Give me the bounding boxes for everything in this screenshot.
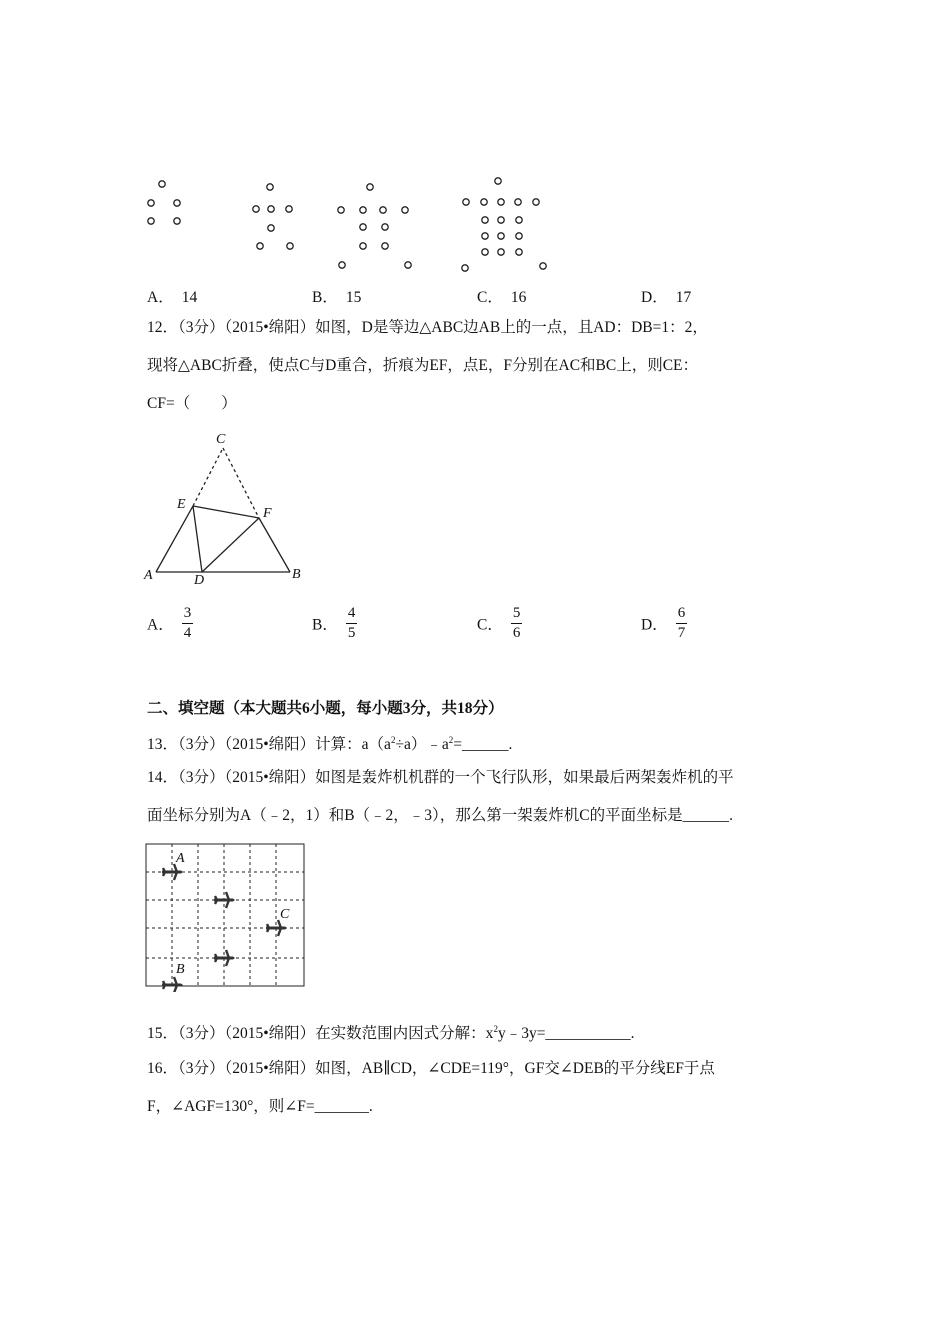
segment-cf-dashed — [223, 448, 259, 518]
label-c: C — [216, 432, 226, 447]
q15-exponent: 2 — [493, 1024, 498, 1034]
q15-suffix: y﹣3y=___________. — [497, 1025, 635, 1042]
q12-triangle-figure — [140, 426, 310, 591]
numerator: 3 — [182, 606, 194, 624]
option-letter: C． — [477, 616, 503, 634]
option-value: 17 — [675, 289, 692, 306]
q11-option-b — [312, 285, 361, 307]
plane-a-icon — [162, 864, 183, 880]
plane-b-icon — [162, 977, 183, 992]
segment-ed — [193, 506, 202, 572]
q14-stem-line1: 14．（3分）（2015•绵阳）如图是轰炸机机群的一个飞行队形，如果最后两架轰炸机的平 — [147, 769, 734, 786]
q12-stem-line2: 现将△ABC折叠，使点C与D重合，折痕为EF，点E，F分别在AC和BC上，则CE： — [147, 357, 699, 374]
denominator: 7 — [677, 625, 686, 641]
q14-stem-line2: 面坐标分别为A（﹣2，1）和B（﹣2，﹣3），那么第一架轰炸机C的平面坐标是______. — [147, 807, 733, 824]
denominator: 4 — [183, 625, 192, 641]
numerator: 4 — [346, 606, 358, 624]
q11-option-c — [477, 285, 526, 307]
q12-option-d — [641, 606, 687, 641]
label-b: B — [292, 567, 301, 582]
q11-option-a — [147, 285, 197, 307]
q15-stem — [147, 1021, 635, 1043]
option-value: 15 — [345, 289, 362, 306]
option-letter: C． — [477, 289, 503, 306]
q13-suffix: =______. — [453, 736, 513, 753]
q15-prefix: 15．（3分）（2015•绵阳）在实数范围内因式分解：x — [147, 1025, 494, 1042]
label-f: F — [263, 506, 272, 521]
q13-prefix: 13．（3分）（2015•绵阳）计算：a（a — [147, 736, 391, 753]
q14-grid-figure — [144, 842, 308, 992]
label-d: D — [194, 573, 205, 588]
option-letter: B． — [312, 289, 338, 306]
option-letter: D． — [641, 616, 668, 634]
q12-stem-line3: CF=（ ） — [147, 395, 237, 412]
segment-ec-dashed — [193, 448, 223, 506]
q12-stem-line1: 12．（3分）（2015•绵阳）如图，D是等边△ABC边AB上的一点，且AD：DB=1：2， — [147, 319, 708, 336]
option-value: 14 — [181, 289, 198, 306]
segment-ef — [193, 506, 259, 518]
q12-option-a — [147, 606, 193, 641]
q16-stem-line2: F，∠AGF=130°，则∠F=_______. — [147, 1098, 373, 1115]
label-b: B — [176, 962, 185, 977]
fraction — [346, 606, 358, 641]
segment-df — [202, 518, 259, 572]
fraction — [182, 606, 194, 641]
q12-option-c — [477, 606, 522, 641]
segment-ae — [156, 506, 193, 572]
fraction — [676, 606, 688, 641]
option-letter: A． — [147, 616, 174, 634]
q16-stem-line1: 16．（3分）（2015•绵阳）如图，AB∥CD，∠CDE=119°，GF交∠DEB的平分线EF于点 — [147, 1060, 715, 1077]
q11-option-d — [641, 285, 691, 307]
denominator: 6 — [512, 625, 521, 641]
q13-exponent-1: 2 — [390, 735, 396, 745]
segment-fb — [259, 518, 290, 572]
label-e: E — [177, 497, 186, 512]
option-letter: D． — [641, 289, 668, 306]
q11-dot-pattern-figure — [140, 172, 560, 277]
label-c: C — [280, 907, 290, 922]
q13-mid: ÷a）﹣a — [395, 736, 449, 753]
denominator: 5 — [347, 625, 356, 641]
numerator: 6 — [676, 606, 688, 624]
q12-option-b — [312, 606, 357, 641]
label-a: A — [144, 568, 153, 583]
option-letter: A． — [147, 289, 174, 306]
option-value: 16 — [510, 289, 527, 306]
q13-exponent-2: 2 — [448, 735, 454, 745]
numerator: 5 — [511, 606, 523, 624]
fraction — [511, 606, 523, 641]
section-heading: 二、填空题（本大题共6小题，每小题3分，共18分） — [147, 700, 504, 717]
option-letter: B． — [312, 616, 338, 634]
label-a: A — [176, 851, 185, 866]
q13-stem — [147, 732, 512, 754]
